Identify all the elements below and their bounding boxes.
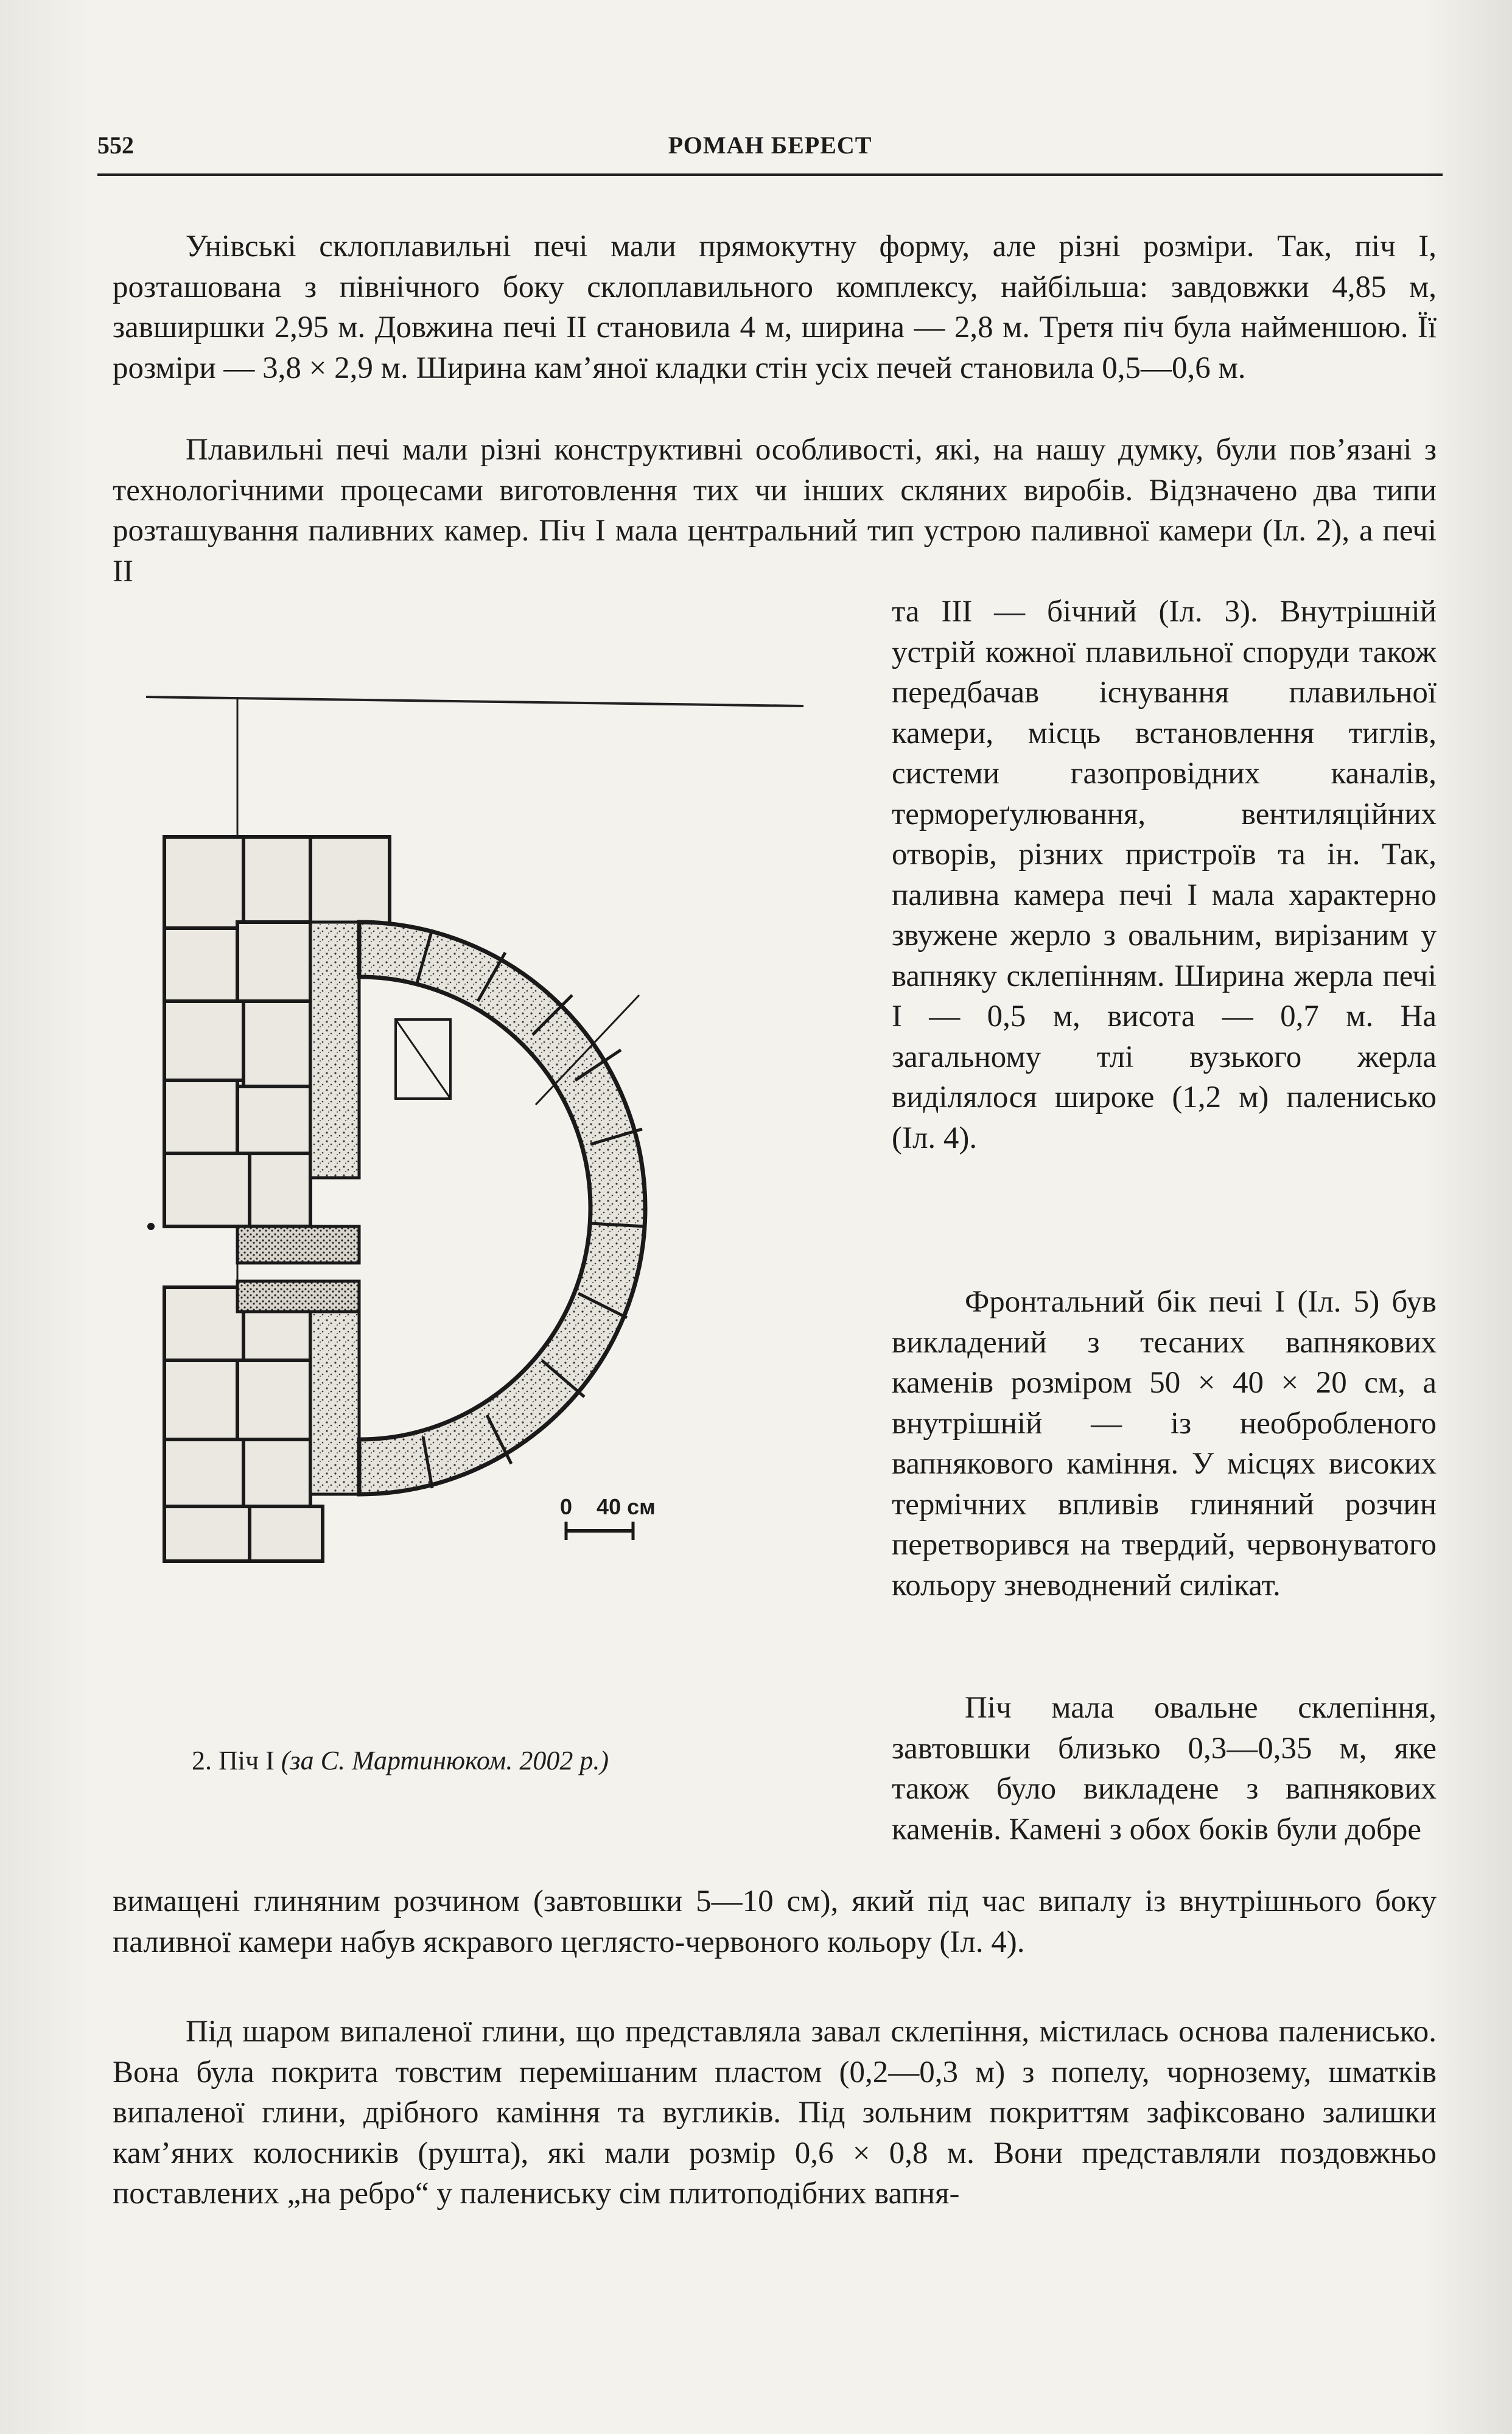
page-number: 552: [97, 131, 134, 159]
paragraph-1: Унівські склоплавильні печі мали прямокутну форму, але різні розміри. Так, піч I, розташована з північного боку склоплавильного комплексу, найбільша: завдовжки 4,85 м, завширшки 2,95 м. Довжина печі II становила 4 м, ширина — 2,8 м. Третя піч була найменшою. Її розміри — 3,8 × 2,9 м. Ширина кам’яної кладки стін усіх печей становила 0,5—0,6 м.: [113, 229, 1437, 385]
paragraph-4: Фронтальний бік печі I (Іл. 5) був викладений з тесаних вапнякових каменів розміром 50 × 40 × 20 см, а внутрішній — із необробленого вапнякового каміння. У місцях високих термічних впливів глиняний розчин перетворився на твердий, червонуватого кольору зневоднений силікат.: [892, 1285, 1437, 1603]
page-header: [97, 131, 1443, 173]
paragraph-7: Під шаром випаленої глини, що представляла завал склепіння, містилась основа паленисько. Вона була покрита товстим перемішаним пластом (0,2—0,3 м) з попелу, чорнозему, шматків випаленої глини, дрібного каміння та вугликів. Під зольним покриттям зафіксовано залишки кам’яних колосників (рушта), які мали розмір 0,6 × 0,8 м. Вони представляли поздовжньо поставлених „на ребро“ у палениську сім плитоподібних вапня-: [113, 2015, 1437, 2211]
caption-source: (за С. Мартинюком. 2002 р.): [281, 1746, 609, 1775]
scale-length: 40 см: [597, 1494, 656, 1519]
paragraph-6: вимащені глиняним розчином (завтовшки 5—10 см), який під час випалу із внутрішнього боку паливної камери набув яскравого цеглясто-червоного кольору (Іл. 4).: [113, 1884, 1437, 1959]
paragraph-5: Піч мала овальне склепіння, завтовшки близько 0,3—0,35 м, яке також було викладене з вапнякових каменів. Камені з обох боків були добре: [892, 1691, 1437, 1847]
paragraph-2: Плавильні печі мали різні конструктивні особливості, які, на нашу думку, були пов’язані з технологічними процесами виготовлення тих чи інших скляних виробів. Відзначено два типи розташування паливних камер. Піч I мала центральний тип устрою паливної камери (Іл. 2), а печі II: [113, 433, 1437, 589]
furnace-plan-figure: [146, 679, 834, 1665]
scale-zero: 0: [560, 1494, 573, 1519]
header-rule: [97, 173, 1443, 176]
chamber-arc: [359, 922, 645, 1494]
running-head: РОМАН БЕРЕСТ: [668, 131, 872, 159]
scale-label: [560, 1494, 656, 1520]
figure-caption: [192, 1744, 861, 1778]
paragraph-3: та III — бічний (Іл. 3). Внутрішній устрій кожної плавильної споруди також передбачав існування плавильної камери, місць встановлення тиглів, системи газопровідних каналів, термореґулювання, вентиляційних отворів, різних пристроїв та ін. Так, паливна камера печі I мала характерно звужене жерло з овальним, вирізаним у вапняку склепінням. Ширина жерла печі I — 0,5 м, висота — 0,7 м. На загальному тлі вузького жерла виділялося широке (1,2 м) паленисько (Іл. 4).: [892, 595, 1437, 1155]
caption-prefix: 2. Піч I: [192, 1746, 281, 1775]
furnace-plan-drawing: [146, 679, 834, 1665]
